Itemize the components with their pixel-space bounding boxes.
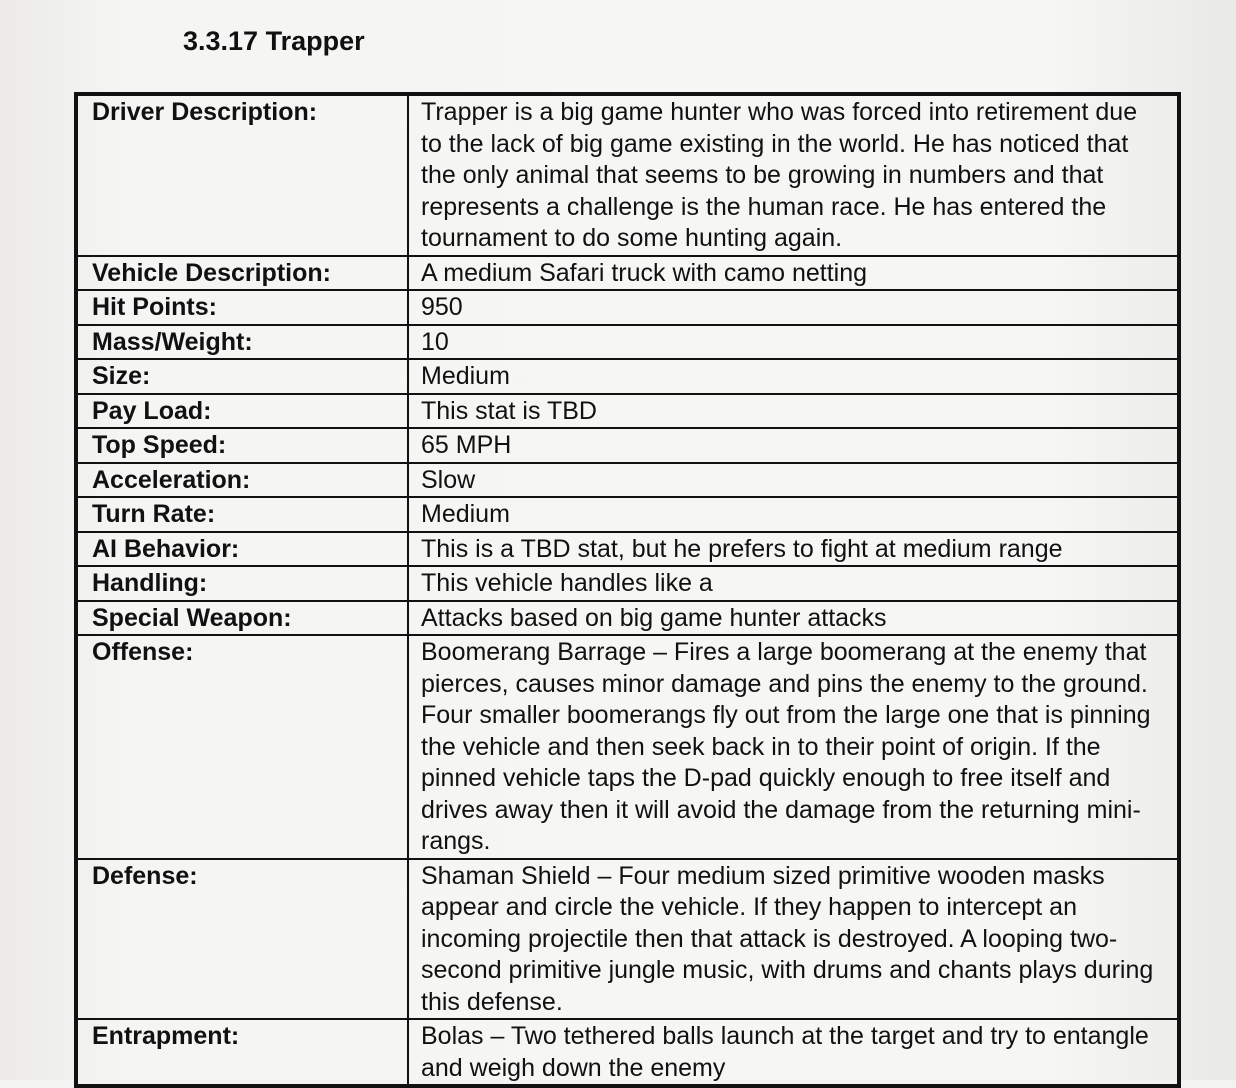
row-value: Attacks based on big game hunter attacks xyxy=(408,601,1179,636)
row-label: Hit Points: xyxy=(76,290,408,325)
row-label: Acceleration: xyxy=(76,463,408,498)
row-value: Medium xyxy=(408,497,1179,532)
section-title: 3.3.17 Trapper xyxy=(183,26,365,56)
row-label: Offense: xyxy=(76,635,408,859)
row-value: 10 xyxy=(408,325,1179,360)
row-label: Vehicle Description: xyxy=(76,256,408,291)
row-label: Size: xyxy=(76,359,408,394)
table-row-offense xyxy=(76,635,1179,859)
table-row-ai-behavior xyxy=(76,532,1179,567)
row-value: This stat is TBD xyxy=(408,394,1179,429)
table-row-defense xyxy=(76,859,1179,1020)
table-row-top-speed xyxy=(76,428,1179,463)
row-value: Boomerang Barrage – Fires a large boomerang at the enemy that pierces, causes minor damage and pins the enemy to the ground. Four smaller boomerangs fly out from the large one that is pinning the vehicle and then seek back in to their point of origin. If the pinned vehicle taps the D-pad quickly enough to free itself and drives away then it will avoid the damage from the returning mini-rangs. xyxy=(408,635,1179,859)
row-label: AI Behavior: xyxy=(76,532,408,567)
row-value: A medium Safari truck with camo netting xyxy=(408,256,1179,291)
table-row-driver-description xyxy=(76,94,1179,256)
table-row-size xyxy=(76,359,1179,394)
table-row-vehicle-description xyxy=(76,256,1179,291)
table-row-pay-load xyxy=(76,394,1179,429)
row-label: Pay Load: xyxy=(76,394,408,429)
table-row-special-weapon xyxy=(76,601,1179,636)
row-value: This vehicle handles like a xyxy=(408,566,1179,601)
table-row-handling xyxy=(76,566,1179,601)
table-row-acceleration xyxy=(76,463,1179,498)
row-value: Slow xyxy=(408,463,1179,498)
row-value: Trapper is a big game hunter who was forced into retirement due to the lack of big game existing in the world. He has noticed that the only animal that seems to be growing in numbers and that represents a challenge is the human race. He has entered the tournament to do some hunting again. xyxy=(408,94,1179,256)
row-value: Bolas – Two tethered balls launch at the target and try to entangle and weigh down the enemy xyxy=(408,1019,1179,1086)
table-row-mass-weight xyxy=(76,325,1179,360)
row-label: Mass/Weight: xyxy=(76,325,408,360)
table-row-turn-rate xyxy=(76,497,1179,532)
row-value: Medium xyxy=(408,359,1179,394)
row-label: Special Weapon: xyxy=(76,601,408,636)
vehicle-spec-table xyxy=(74,92,1181,1088)
row-value: Shaman Shield – Four medium sized primitive wooden masks appear and circle the vehicle. If they happen to intercept an incoming projectile then that attack is destroyed. A looping two-second primitive jungle music, with drums and chants plays during this defense. xyxy=(408,859,1179,1020)
row-label: Driver Description: xyxy=(76,94,408,256)
row-value: This is a TBD stat, but he prefers to fight at medium range xyxy=(408,532,1179,567)
table-row-hit-points xyxy=(76,290,1179,325)
row-value: 65 MPH xyxy=(408,428,1179,463)
row-label: Turn Rate: xyxy=(76,497,408,532)
row-label: Defense: xyxy=(76,859,408,1020)
row-label: Handling: xyxy=(76,566,408,601)
row-value: 950 xyxy=(408,290,1179,325)
row-label: Top Speed: xyxy=(76,428,408,463)
table-row-entrapment xyxy=(76,1019,1179,1086)
row-label: Entrapment: xyxy=(76,1019,408,1086)
